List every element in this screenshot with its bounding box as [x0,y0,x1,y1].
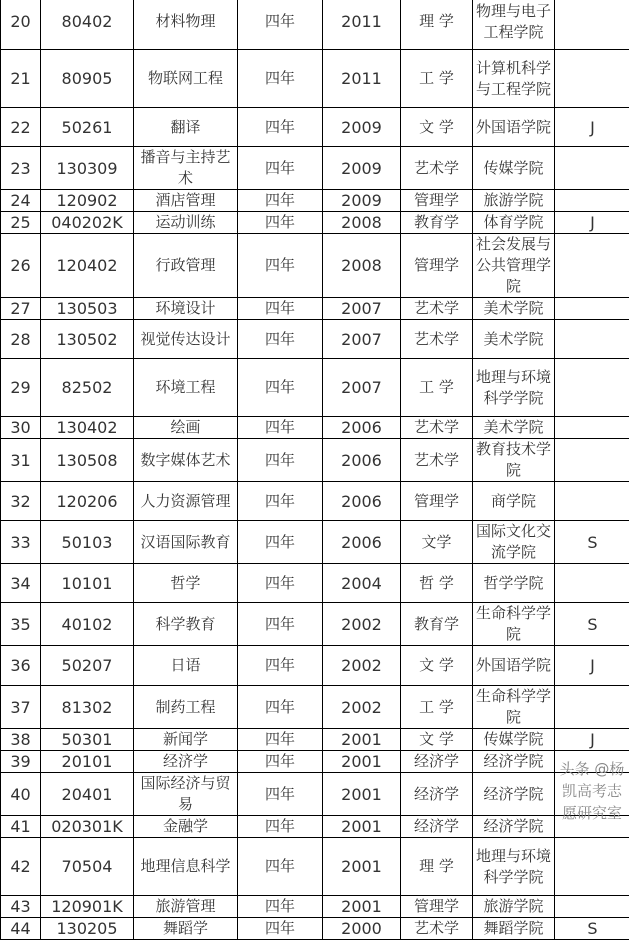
duration-cell: 四年 [238,439,323,482]
college-cell: 美术学院 [473,320,555,359]
code-cell: 10101 [41,564,134,603]
year-cell: 2006 [323,521,401,564]
note-cell [555,147,629,190]
college-cell: 经济学院 [473,751,555,773]
major-cell: 科学教育 [134,603,238,646]
year-cell: 2002 [323,686,401,729]
duration-cell: 四年 [238,773,323,816]
duration-cell: 四年 [238,816,323,838]
college-cell: 传媒学院 [473,729,555,751]
college-cell: 外国语学院 [473,108,555,147]
note-cell: S [555,603,629,646]
year-cell: 2001 [323,896,401,918]
year-cell: 2009 [323,108,401,147]
major-cell: 环境工程 [134,359,238,417]
table-row [1,838,629,896]
note-cell: J [555,212,629,234]
note-cell: S [555,521,629,564]
code-cell: 50261 [41,108,134,147]
major-cell: 酒店管理 [134,190,238,212]
year-cell: 2007 [323,359,401,417]
category-cell: 管理学 [401,190,473,212]
college-cell: 生命科学学院 [473,603,555,646]
year-cell: 2007 [323,298,401,320]
table-row [1,482,629,521]
note-cell: S [555,918,629,940]
duration-cell: 四年 [238,359,323,417]
table-row [1,108,629,147]
code-cell: 20101 [41,751,134,773]
category-cell: 理 学 [401,838,473,896]
major-cell: 舞蹈学 [134,918,238,940]
duration-cell: 四年 [238,896,323,918]
major-cell: 播音与主持艺术 [134,147,238,190]
college-cell: 美术学院 [473,417,555,439]
code-cell: 50301 [41,729,134,751]
category-cell: 文学 [401,521,473,564]
code-cell: 80905 [41,50,134,108]
year-cell: 2007 [323,320,401,359]
college-cell: 体育学院 [473,212,555,234]
college-cell: 地理与环境科学学院 [473,359,555,417]
table-row [1,521,629,564]
code-cell: 70504 [41,838,134,896]
year-cell: 2009 [323,190,401,212]
index-cell: 29 [1,359,41,417]
duration-cell: 四年 [238,190,323,212]
table-row [1,603,629,646]
college-cell: 哲学学院 [473,564,555,603]
index-cell: 21 [1,50,41,108]
year-cell: 2006 [323,417,401,439]
college-cell: 旅游学院 [473,190,555,212]
index-cell: 41 [1,816,41,838]
college-cell: 地理与环境科学学院 [473,838,555,896]
duration-cell: 四年 [238,751,323,773]
duration-cell: 四年 [238,521,323,564]
index-cell: 37 [1,686,41,729]
note-cell [555,0,629,50]
category-cell: 文 学 [401,108,473,147]
major-cell: 金融学 [134,816,238,838]
code-cell: 040202K [41,212,134,234]
college-cell: 教育技术学院 [473,439,555,482]
duration-cell: 四年 [238,298,323,320]
code-cell: 130205 [41,918,134,940]
major-cell: 哲学 [134,564,238,603]
code-cell: 130503 [41,298,134,320]
table-row [1,729,629,751]
index-cell: 30 [1,417,41,439]
major-cell: 物联网工程 [134,50,238,108]
note-cell [555,50,629,108]
index-cell: 43 [1,896,41,918]
category-cell: 经济学 [401,773,473,816]
table-row [1,417,629,439]
watermark: 头条 @杨凯高考志愿研究室 [558,758,626,824]
duration-cell: 四年 [238,482,323,521]
duration-cell: 四年 [238,108,323,147]
major-cell: 人力资源管理 [134,482,238,521]
college-cell: 经济学院 [473,773,555,816]
duration-cell: 四年 [238,918,323,940]
index-cell: 42 [1,838,41,896]
table-row [1,234,629,298]
major-cell: 数字媒体艺术 [134,439,238,482]
table-row [1,298,629,320]
college-cell: 经济学院 [473,816,555,838]
note-cell: J [555,729,629,751]
category-cell: 管理学 [401,482,473,521]
code-cell: 120902 [41,190,134,212]
index-cell: 27 [1,298,41,320]
note-cell [555,838,629,896]
index-cell: 23 [1,147,41,190]
table-row [1,751,629,773]
major-cell: 行政管理 [134,234,238,298]
duration-cell: 四年 [238,729,323,751]
duration-cell: 四年 [238,603,323,646]
index-cell: 35 [1,603,41,646]
duration-cell: 四年 [238,212,323,234]
note-cell [555,320,629,359]
index-cell: 38 [1,729,41,751]
index-cell: 24 [1,190,41,212]
code-cell: 20401 [41,773,134,816]
college-cell: 传媒学院 [473,147,555,190]
table-row [1,320,629,359]
year-cell: 2001 [323,816,401,838]
note-cell [555,439,629,482]
duration-cell: 四年 [238,564,323,603]
year-cell: 2006 [323,439,401,482]
code-cell: 40102 [41,603,134,646]
category-cell: 管理学 [401,234,473,298]
category-cell: 文 学 [401,646,473,686]
major-cell: 视觉传达设计 [134,320,238,359]
major-cell: 新闻学 [134,729,238,751]
major-cell: 材料物理 [134,0,238,50]
year-cell: 2001 [323,751,401,773]
code-cell: 120402 [41,234,134,298]
duration-cell: 四年 [238,234,323,298]
college-cell: 舞蹈学院 [473,918,555,940]
table-row [1,50,629,108]
note-cell: J [555,646,629,686]
index-cell: 20 [1,0,41,50]
table-row [1,147,629,190]
code-cell: 50103 [41,521,134,564]
index-cell: 32 [1,482,41,521]
code-cell: 80402 [41,0,134,50]
year-cell: 2001 [323,838,401,896]
duration-cell: 四年 [238,417,323,439]
note-cell [555,482,629,521]
category-cell: 艺术学 [401,298,473,320]
index-cell: 28 [1,320,41,359]
table-row [1,816,629,838]
major-cell: 环境设计 [134,298,238,320]
category-cell: 艺术学 [401,147,473,190]
code-cell: 81302 [41,686,134,729]
table-row [1,212,629,234]
category-cell: 工 学 [401,50,473,108]
category-cell: 教育学 [401,603,473,646]
college-cell: 计算机科学与工程学院 [473,50,555,108]
category-cell: 艺术学 [401,918,473,940]
college-cell: 国际文化交流学院 [473,521,555,564]
table-row [1,896,629,918]
major-cell: 经济学 [134,751,238,773]
category-cell: 经济学 [401,816,473,838]
major-cell: 地理信息科学 [134,838,238,896]
duration-cell: 四年 [238,147,323,190]
duration-cell: 四年 [238,320,323,359]
duration-cell: 四年 [238,646,323,686]
duration-cell: 四年 [238,838,323,896]
category-cell: 教育学 [401,212,473,234]
major-cell: 国际经济与贸易 [134,773,238,816]
note-cell [555,234,629,298]
category-cell: 理 学 [401,0,473,50]
category-cell: 艺术学 [401,320,473,359]
note-cell [555,896,629,918]
code-cell: 82502 [41,359,134,417]
index-cell: 31 [1,439,41,482]
year-cell: 2011 [323,50,401,108]
index-cell: 26 [1,234,41,298]
year-cell: 2011 [323,0,401,50]
category-cell: 文 学 [401,729,473,751]
table-row [1,0,629,50]
category-cell: 艺术学 [401,439,473,482]
year-cell: 2009 [323,147,401,190]
category-cell: 工 学 [401,359,473,417]
table-row [1,646,629,686]
category-cell: 工 学 [401,686,473,729]
major-cell: 运动训练 [134,212,238,234]
college-cell: 外国语学院 [473,646,555,686]
code-cell: 130502 [41,320,134,359]
note-cell: J [555,108,629,147]
code-cell: 50207 [41,646,134,686]
table-row [1,439,629,482]
year-cell: 2008 [323,234,401,298]
college-cell: 生命科学学院 [473,686,555,729]
code-cell: 120901K [41,896,134,918]
index-cell: 34 [1,564,41,603]
year-cell: 2001 [323,773,401,816]
note-cell [555,359,629,417]
index-cell: 40 [1,773,41,816]
index-cell: 36 [1,646,41,686]
note-cell [555,564,629,603]
code-cell: 130508 [41,439,134,482]
major-cell: 翻译 [134,108,238,147]
major-cell: 汉语国际教育 [134,521,238,564]
major-cell: 日语 [134,646,238,686]
table-row [1,564,629,603]
code-cell: 120206 [41,482,134,521]
duration-cell: 四年 [238,686,323,729]
note-cell [555,417,629,439]
major-cell: 绘画 [134,417,238,439]
year-cell: 2002 [323,646,401,686]
major-cell: 制药工程 [134,686,238,729]
college-cell: 商学院 [473,482,555,521]
code-cell: 130309 [41,147,134,190]
code-cell: 020301K [41,816,134,838]
code-cell: 130402 [41,417,134,439]
index-cell: 22 [1,108,41,147]
college-cell: 旅游学院 [473,896,555,918]
year-cell: 2002 [323,603,401,646]
duration-cell: 四年 [238,0,323,50]
category-cell: 管理学 [401,896,473,918]
note-cell [555,298,629,320]
table-row [1,190,629,212]
note-cell [555,686,629,729]
note-cell [555,190,629,212]
year-cell: 2006 [323,482,401,521]
category-cell: 哲 学 [401,564,473,603]
index-cell: 25 [1,212,41,234]
category-cell: 艺术学 [401,417,473,439]
table-row [1,686,629,729]
college-cell: 美术学院 [473,298,555,320]
year-cell: 2008 [323,212,401,234]
year-cell: 2000 [323,918,401,940]
duration-cell: 四年 [238,50,323,108]
college-cell: 物理与电子工程学院 [473,0,555,50]
index-cell: 44 [1,918,41,940]
index-cell: 39 [1,751,41,773]
category-cell: 经济学 [401,751,473,773]
index-cell: 33 [1,521,41,564]
college-cell: 社会发展与公共管理学院 [473,234,555,298]
year-cell: 2004 [323,564,401,603]
major-cell: 旅游管理 [134,896,238,918]
table-row [1,773,629,816]
table-row [1,918,629,940]
table-row [1,359,629,417]
year-cell: 2001 [323,729,401,751]
